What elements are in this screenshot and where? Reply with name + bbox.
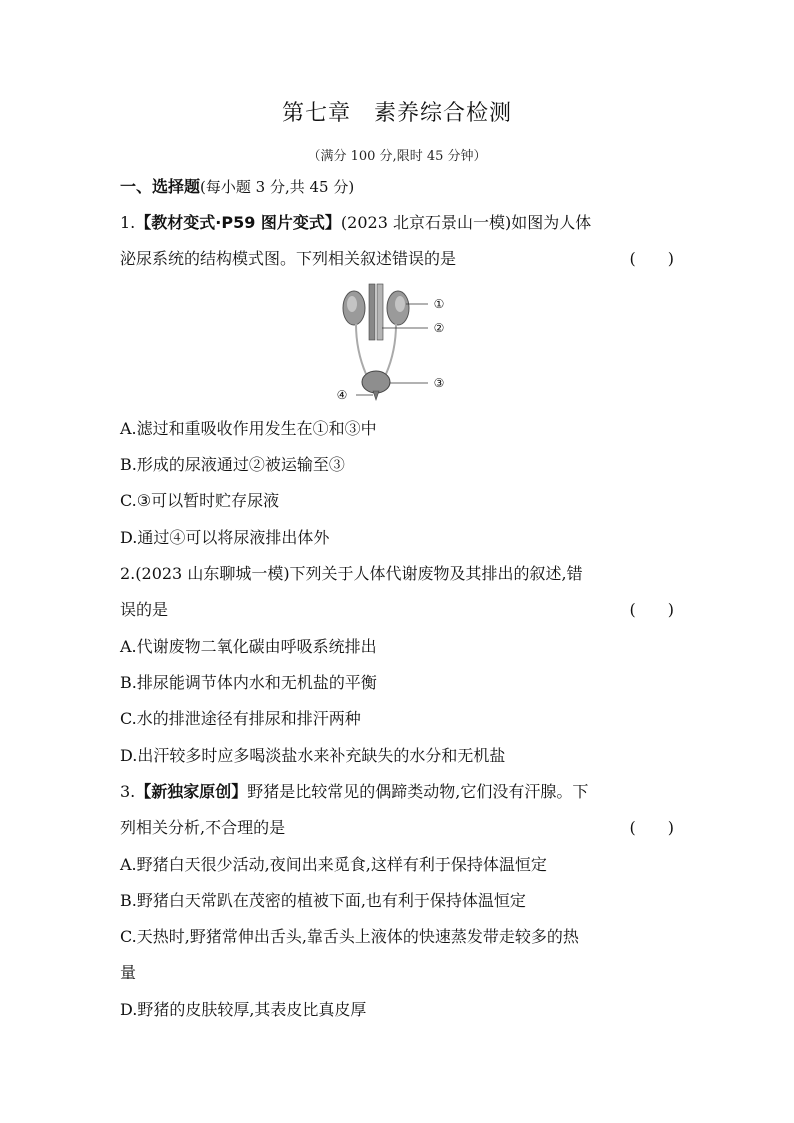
question-1-number: 1. [120,213,136,232]
question-3-line-1 [120,781,674,803]
bladder [362,371,390,400]
page-title: 第七章 素养综合检测 [281,101,512,126]
question-1-tag: 【教材变式·P59 图片变式】 [135,213,341,232]
question-2-option-d: D.出汗较多时应多喝淡盐水来补充缺失的水分和无机盐 [120,746,506,765]
question-2-line-1 [120,563,674,585]
question-1-stem-2: 泌尿系统的结构模式图。下列相关叙述错误的是 [120,249,457,268]
question-3-line-2 [120,817,674,839]
kidney-left [343,291,365,325]
section-note: (每小题 3 分,共 45 分) [200,178,355,196]
question-3-option-b: B.野猪白天常趴在茂密的植被下面,也有利于保持体温恒定 [120,891,526,910]
question-2-option-b: B.排尿能调节体内水和无机盐的平衡 [120,673,377,692]
figure-label-4: ④ [336,388,348,402]
question-2-line-2 [120,599,674,621]
question-3-answer-blank: ( ) [629,818,674,837]
question-2-option-a: A.代谢废物二氧化碳由呼吸系统排出 [120,637,377,656]
question-3-tag: 【新独家原创】 [135,782,248,801]
question-2-answer-blank: ( ) [629,600,674,619]
question-1-option-a: A.滤过和重吸收作用发生在①和③中 [120,419,377,438]
question-1-option-d: D.通过④可以将尿液排出体外 [120,528,330,547]
aorta-and-vena-cava [369,284,383,340]
section-heading [120,176,674,198]
question-3-option-c-cont: 量 [120,963,137,982]
question-3-option-a: A.野猪白天很少活动,夜间出来觅食,这样有利于保持体温恒定 [120,855,547,874]
question-3-option-c: C.天热时,野猪常伸出舌头,靠舌头上液体的快速蒸发带走较多的热 [120,927,579,946]
question-1-answer-blank: ( ) [629,249,674,268]
question-1-line-2 [120,248,674,270]
page-subtitle: （满分 100 分,限时 45 分钟） [307,149,487,164]
figure-label-3: ③ [433,376,445,390]
question-2-option-c: C.水的排泄途径有排尿和排汗两种 [120,709,361,728]
question-1-option-b: B.形成的尿液通过②被运输至③ [120,455,345,474]
question-3-stem-1: 野猪是比较常见的偶蹄类动物,它们没有汗腺。下 [247,782,589,801]
question-1-line-1 [120,212,674,234]
question-3-number: 3. [120,782,136,801]
question-2-number: 2. [120,564,136,583]
ureters [356,324,396,374]
figure-label-1: ① [433,297,445,311]
question-3-stem-2: 列相关分析,不合理的是 [120,818,286,837]
question-1-stem-1: (2023 北京石景山一模)如图为人体 [340,213,592,232]
section-label: 一、选择题 [120,177,201,196]
urinary-system-figure [330,282,450,402]
question-2-stem-2: 误的是 [120,600,169,619]
question-3-option-d: D.野猪的皮肤较厚,其表皮比真皮厚 [120,1000,367,1019]
figure-label-2: ② [433,321,445,335]
kidney-right [387,291,409,325]
question-2-stem-1: (2023 山东聊城一模)下列关于人体代谢废物及其排出的叙述,错 [135,564,583,583]
question-1-option-c: C.③可以暂时贮存尿液 [120,491,280,510]
